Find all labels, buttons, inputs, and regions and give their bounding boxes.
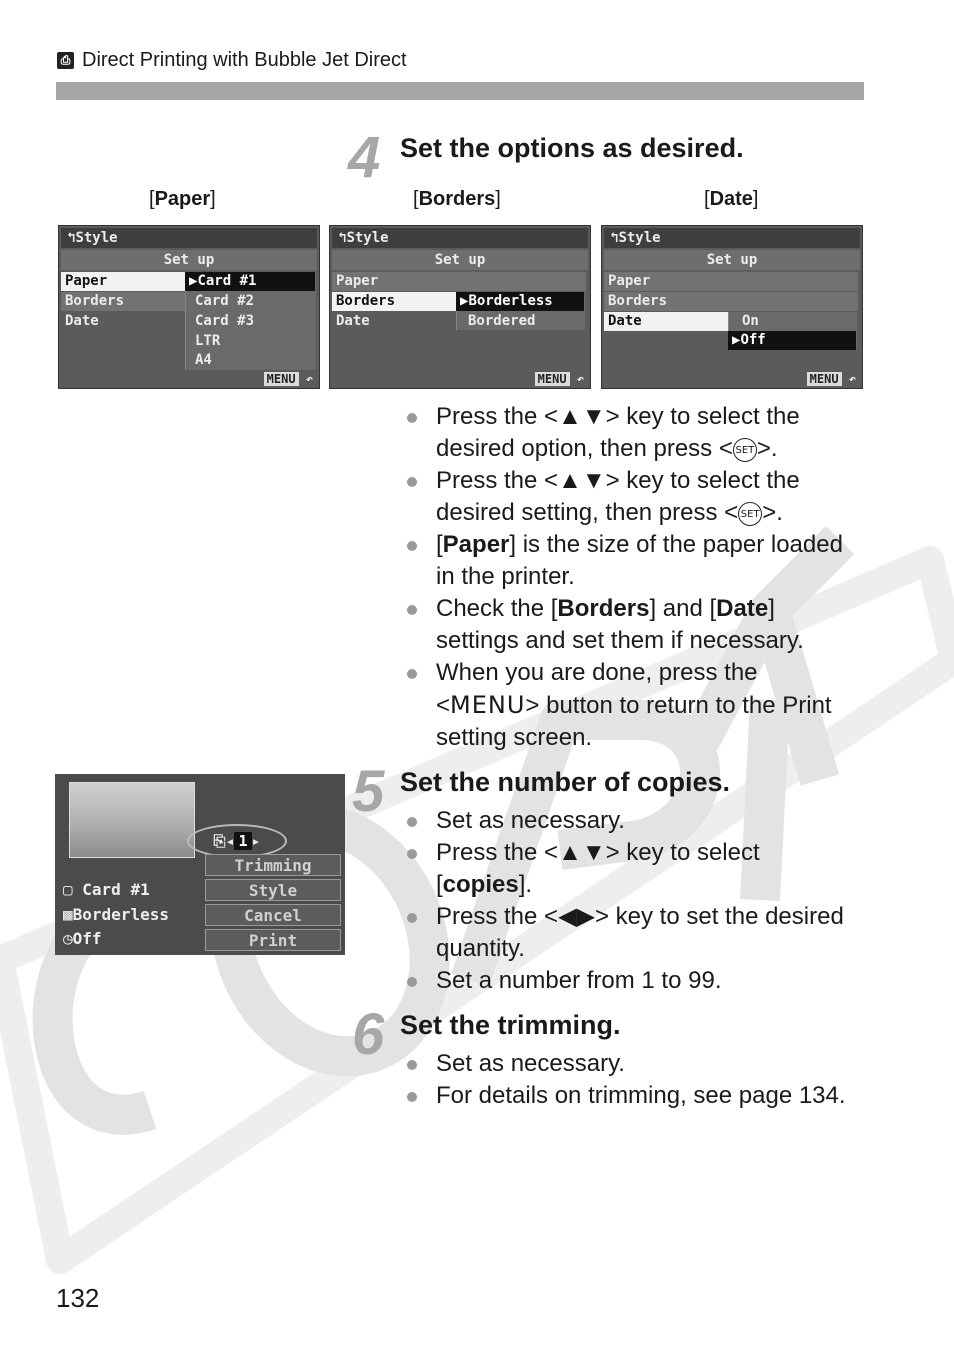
lcd-label-borders: Borders [61, 292, 185, 311]
borderless-icon: ▩ [63, 905, 73, 924]
lcd-menu-hint: MENU ↶ [264, 372, 313, 386]
lcd-value: Card #3 [195, 313, 255, 329]
list-item: Set as necessary. [400, 1048, 850, 1080]
paper-icon: ▢ [63, 880, 73, 899]
set-button-icon: SET [733, 438, 757, 462]
list-item: Set as necessary. [400, 805, 850, 837]
lcd-borders-screen [329, 225, 591, 389]
list-item: Press the <▲▼> key to select the desired setting, then press < SET >. [400, 465, 850, 529]
lcd-label-paper: Paper [61, 272, 185, 291]
lcd-label-borders: Borders [604, 292, 858, 311]
page-header [57, 49, 407, 72]
caption-date: [Date] [704, 188, 759, 210]
list-item: For details on trimming, see page 134. [400, 1080, 850, 1112]
lcd-title: ↰Style [604, 228, 860, 248]
caption-borders: [Borders] [413, 188, 501, 210]
lcd-value: Bordered [468, 313, 536, 329]
lcd-label-date: Date [604, 312, 728, 331]
list-item: [Paper] is the size of the paper loaded in the printer. [400, 529, 850, 593]
list-item: When you are done, press the <MENU> button to return to the Print setting screen. [400, 657, 850, 754]
lcd-label-date: Date [336, 313, 370, 329]
list-item: Check the [Borders] and [Date] settings and set them if necessary. [400, 593, 850, 657]
style-button: Style [205, 879, 341, 901]
lcd-value: ▶Borderless [456, 292, 584, 311]
print-preview-image [69, 782, 195, 858]
step-number: 4 [348, 125, 379, 190]
lcd-setup: Set up [604, 250, 860, 270]
step-title: Set the number of copies. [400, 767, 731, 797]
step-title: Set the trimming. [400, 1010, 621, 1040]
paper-info: ▢ Card #1 [63, 880, 150, 899]
step5-bullets [400, 805, 850, 997]
lcd-value: ▶Card #1 [185, 272, 315, 291]
list-item: Press the <◀▶> key to set the desired quantity. [400, 901, 850, 965]
lcd-menu-hint: MENU ↶ [807, 372, 856, 386]
print-icon: ⎙ [57, 52, 74, 69]
clock-icon: ◷ [63, 929, 73, 948]
step-number: 6 [352, 1002, 383, 1067]
header-rule [56, 82, 864, 100]
trimming-button: Trimming [205, 854, 341, 876]
page-number: 132 [56, 1283, 100, 1313]
cancel-button: Cancel [205, 904, 341, 926]
list-item: Press the <▲▼> key to select the desired option, then press < SET >. [400, 401, 850, 465]
up-down-key-icon: ▲▼ [558, 839, 606, 866]
date-info: ◷Off [63, 929, 102, 948]
lcd-label-paper: Paper [604, 272, 858, 291]
lcd-copies-screen [55, 774, 345, 955]
lcd-setup: Set up [332, 250, 588, 270]
lcd-setup: Set up [61, 250, 317, 270]
set-button-icon: SET [738, 502, 762, 526]
caption-paper: [Paper] [149, 188, 216, 210]
lcd-title: ↰Style [61, 228, 317, 248]
lcd-value: A4 [195, 352, 212, 368]
lcd-label-date: Date [65, 313, 99, 329]
list-item: Set a number from 1 to 99. [400, 965, 850, 997]
list-item: Press the <▲▼> key to select [copies]. [400, 837, 850, 901]
step-number: 5 [352, 759, 383, 824]
lcd-value: ▶Off [728, 331, 856, 350]
up-down-key-icon: ▲▼ [558, 467, 606, 494]
lcd-title: ↰Style [332, 228, 588, 248]
lcd-date-screen [601, 225, 863, 389]
lcd-value: On [742, 313, 759, 329]
left-right-key-icon: ◀▶ [558, 903, 595, 930]
lcd-value: Card #2 [195, 293, 255, 309]
lcd-label-borders: Borders [332, 292, 456, 311]
print-button: Print [205, 929, 341, 951]
step4-bullets [400, 401, 850, 754]
menu-button-icon: MENU [450, 691, 526, 719]
step6-bullets [400, 1048, 850, 1112]
lcd-paper-screen [58, 225, 320, 389]
lcd-value: LTR [195, 333, 221, 349]
border-info: ▩Borderless [63, 905, 169, 924]
header-title: Direct Printing with Bubble Jet Direct [82, 49, 407, 71]
lcd-menu-hint: MENU ↶ [535, 372, 584, 386]
up-down-key-icon: ▲▼ [558, 403, 606, 430]
lcd-label-paper: Paper [332, 272, 586, 291]
step-title: Set the options as desired. [400, 133, 744, 163]
copies-counter: ⎘◂ 1 ▸ [187, 824, 287, 858]
